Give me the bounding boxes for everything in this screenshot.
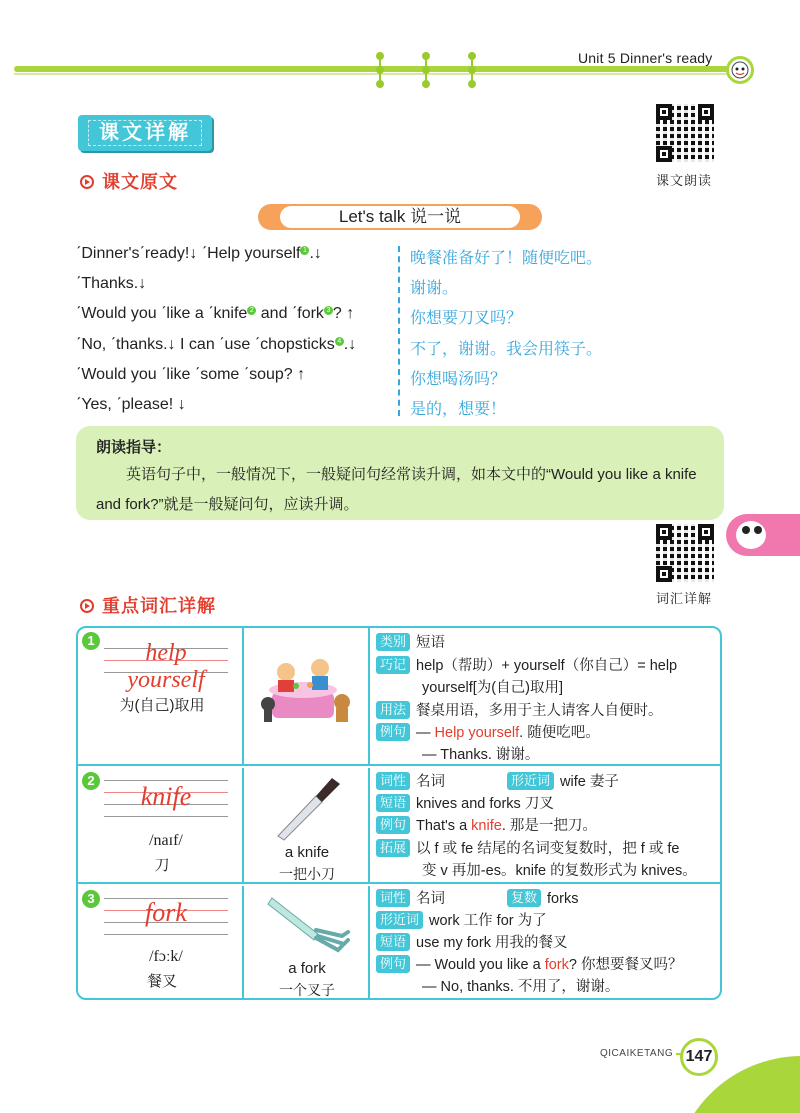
panda-icon [736,521,766,549]
entry-example-reply: — No, thanks. 不用了，谢谢。 [422,979,620,995]
lets-talk-banner [258,204,542,230]
qr-label-vocab: 词汇详解 [656,591,713,606]
vocab-meaning: 刀 [154,857,170,874]
dialogue-line-6: ˊYes, ˊplease! ↓ [76,396,186,413]
vocab-meaning: 餐叉 [146,973,177,990]
dialogue-line-1: ˊDinner'sˊready!↓ ˊHelp yourself 1 .↓ [76,245,322,262]
dialogue-translation-2: 谢谢。 [410,280,459,297]
entry-extension: 拓展 以 f 或 fe 结尾的名词变复数时，把 f 或 fe [376,838,679,860]
play-bullet-icon [80,599,94,613]
vocab-picture-cell [244,768,370,882]
dialogue-translation-4: 不了，谢谢。我会用筷子。 [410,341,603,358]
vocab-picture-cell [244,628,370,764]
picture-caption: a fork [288,960,326,977]
dialogue-translation-3: 你想要刀叉吗？ [410,310,523,327]
entry-memory-tip: 巧记 help（帮助）+ yourself（你自己）= help [376,655,677,677]
entry-usage: 用法 餐桌用语，多用于主人请客人自便时。 [376,700,663,722]
dialogue-translation-6: 是的，想要！ [410,401,507,418]
knife-illustration [244,768,370,848]
play-bullet-icon [80,175,94,189]
qr-code-icon[interactable] [656,524,714,582]
entry-example: 例句 That's a knife. 那是一把刀。 [376,815,597,837]
vocab-ipa: /fɔːk/ [149,948,183,965]
header-rule-shadow [14,73,734,75]
vocab-meaning: 为(自己)取用 [119,697,205,714]
vocab-word: help yourself [127,640,205,693]
entry-part-of-speech: 词性 名词 复数 forks [376,888,578,910]
unit-title: Unit 5 Dinner's ready [578,50,713,66]
vocab-word-cell [78,768,244,882]
entry-part-of-speech: 词性 名词 形近词 wife 妻子 [376,771,619,793]
vocab-row [78,768,720,884]
vocab-ipa: /naɪf/ [149,832,183,849]
vocab-detail-cell [372,768,720,882]
picture-caption-zh: 一把小刀 [279,866,335,882]
vocab-number: 1 [82,632,100,650]
entry-similar-words: 形近词 work 工作 for 为了 [376,910,547,932]
vocab-detail-cell [372,628,720,764]
reading-guide-title: 朗读指导： [96,439,172,456]
binder-rivet [422,52,430,88]
dialogue-translation-5: 你想喝汤吗？ [410,371,507,388]
subhead-text-original: 课文原文 [80,168,178,194]
picture-caption-zh: 一个叉子 [279,982,335,998]
dialogue-line-2: ˊThanks.↓ [76,275,147,292]
vocab-detail-cell [372,886,720,998]
dinner-party-illustration [244,628,370,766]
entry-category: 类别 短语 [376,632,445,654]
page-number: 147 [680,1038,718,1076]
panda-side-tab [726,514,800,556]
reading-guide-box [76,426,724,520]
vocab-row [78,628,720,766]
section-tag: 课文详解 [78,115,212,151]
binder-rivet [468,52,476,88]
reading-guide-body: 英语句子中，一般情况下，一般疑问句经常读升调，如本文中的“Would you like a knife and fork?”就是一般疑问句，应读升调。 [96,466,697,513]
dialogue-translation-1: 晚餐准备好了！随便吃吧。 [410,250,603,267]
entry-example: 例句 — Would you like a fork? 你想要餐叉吗？ [376,954,682,976]
entry-phrase: 短语 use my fork 用我的餐叉 [376,932,567,954]
vocab-number: 2 [82,772,100,790]
vocab-table [76,626,722,1000]
lets-talk-label: Let's talk 说一说 [280,206,520,228]
qr-code-icon[interactable] [656,104,714,162]
dialogue-line-3: ˊWould you ˊlike a ˊknife 2 and ˊfork 3 ? ↑ [76,305,355,322]
footer-brand: QICAIKETANG [600,1048,674,1059]
panda-eye [742,526,750,534]
fork-illustration [244,886,370,962]
entry-phrase: 短语 knives and forks 刀叉 [376,793,554,815]
vocab-word: knife [140,782,192,811]
vocab-word-cell [78,886,244,998]
subhead-vocab: 重点词汇详解 [80,592,216,618]
binder-rivet [376,52,384,88]
dialogue-line-4: ˊNo, ˊthanks.↓ I can ˊuse ˊchopsticks 4 .↓ [76,336,357,353]
entry-example: 例句 — Help yourself. 随便吃吧。 [376,722,600,744]
vocab-word: fork [145,898,187,927]
vocab-picture-cell [244,886,370,998]
vocab-row [78,886,720,998]
mascot-icon [726,56,754,84]
vocab-word-cell [78,628,244,764]
vocab-number: 3 [82,890,100,908]
entry-example-reply: — Thanks. 谢谢。 [422,747,540,763]
dialogue-line-5: ˊWould you ˊlike ˊsome ˊsoup? ↑ [76,366,306,383]
panda-eye [754,526,762,534]
entry-extension-cont: 变 v 再加-es。knife 的复数形式为 knives。 [422,863,697,879]
picture-caption: a knife [284,844,330,861]
dialogue-divider [398,246,400,416]
qr-label-reading: 课文朗读 [656,173,713,188]
entry-memory-tip-cont: yourself[为(自己)取用] [422,680,563,696]
